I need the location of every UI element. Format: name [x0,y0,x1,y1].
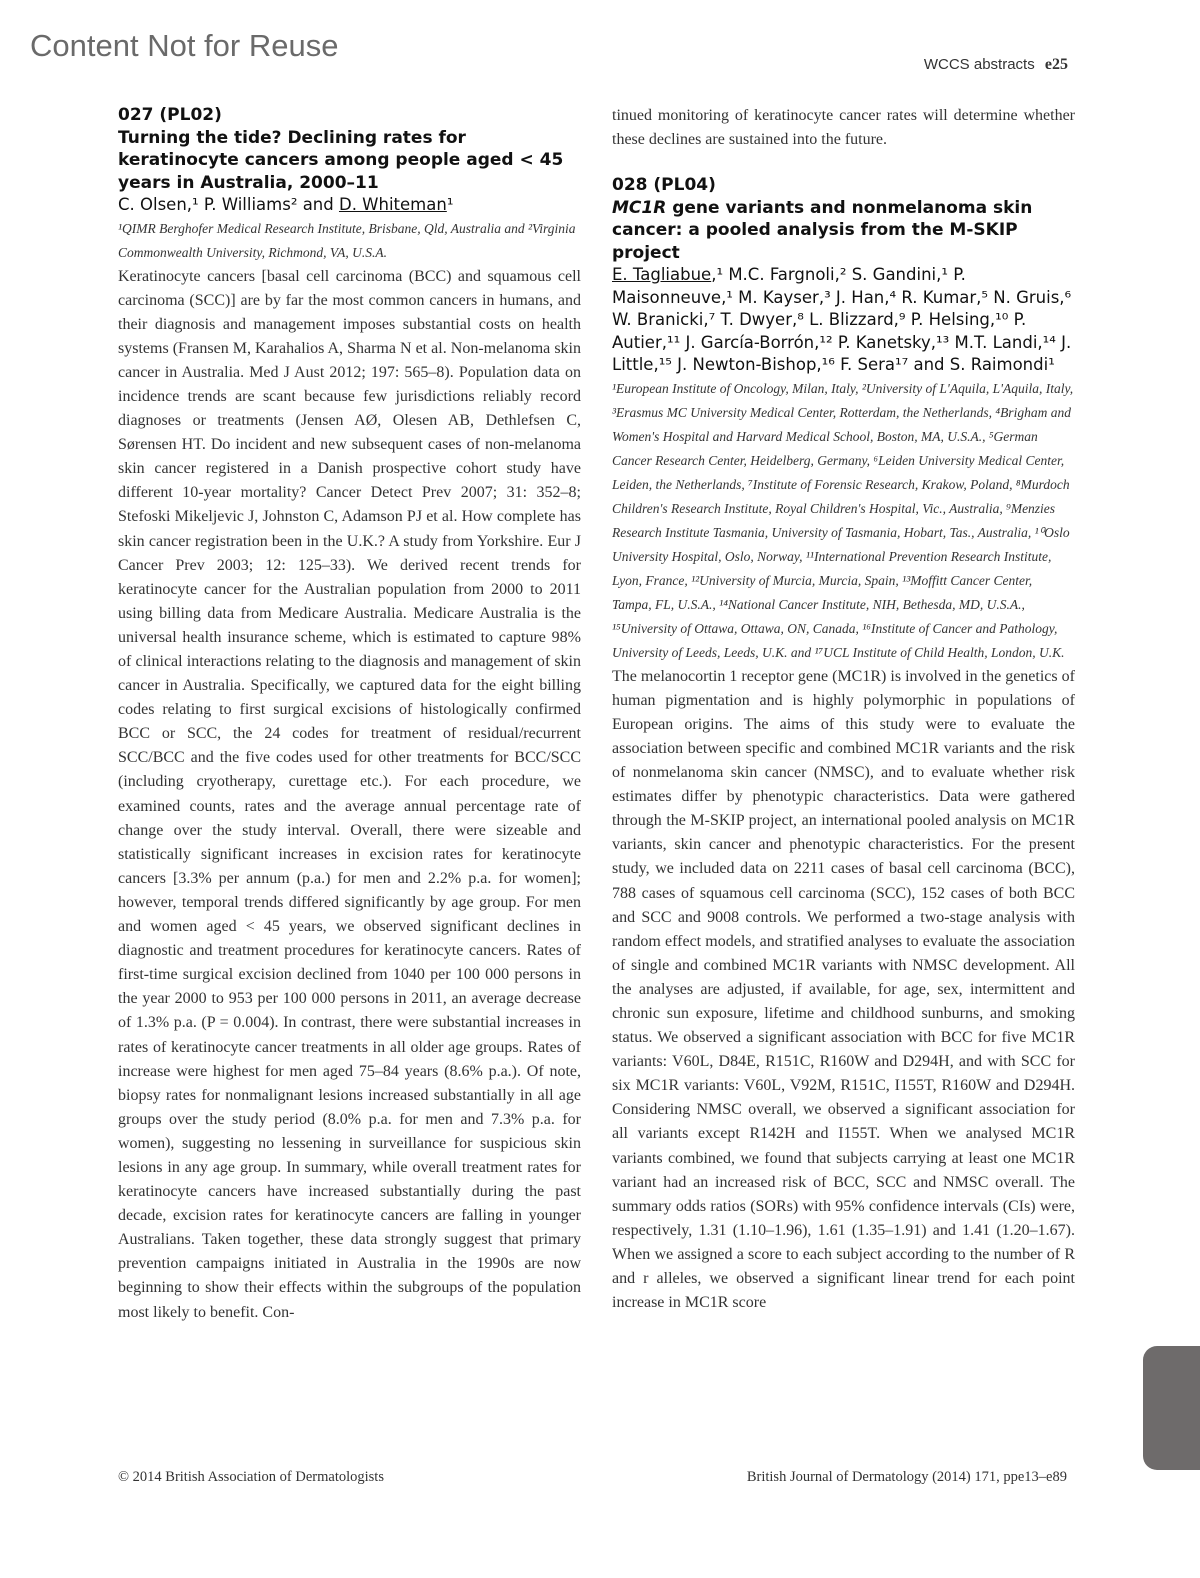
abstract-number: 027 (PL02) [118,105,222,125]
abstract-body-continued: tinued monitoring of keratinocyte cancer rates will determine whether these declines are sustained into the future. [612,107,1075,149]
abstract-title [612,197,1075,265]
author-names: ,¹ M.C. Fargnoli,² S. Gandini,¹ P. Maisonneuve,¹ M. Kayser,³ J. Han,⁴ R. Kumar,⁵ N. Gruis,⁶ W. Branicki,⁷ T. Dwyer,⁸ L. Blizzard,⁹ P. Helsing,¹⁰ P. Autier,¹¹ J. García-Borrón,¹² P. Kanetsky,¹³ M.T. Landi,¹⁴ J. Little,¹⁵ J. Newton-Bishop,¹⁶ F. Sera¹⁷ and S. Raimondi¹ [612,265,1072,375]
affiliations: ¹European Institute of Oncology, Milan, Italy, ²University of L'Aquila, L'Aquila, Italy, ³Erasmus MC University Medical Center, Rotterdam, the Netherlands, ⁴Brigham and Women's Hospital and Harvard Medical School, Boston, MA, U.S.A., ⁵German Cancer Research Center, Heidelberg, Germany, ⁶Leiden University Medical Center, Leiden, the Netherlands, ⁷Institute of Forensic Research, Krakow, Poland, ⁸Murdoch Children's Research Institute, Royal Children's Hospital, Vic., Australia, ⁹Menzies Research Institute Tasmania, University of Tasmania, Hobart, Tas., Australia, ¹⁰Oslo University Hospital, Oslo, Norway, ¹¹International Prevention Research Institute, Lyon, France, ¹²University of Murcia, Murcia, Spain, ¹³Moffitt Cancer Center, Tampa, FL, U.S.A., ¹⁴National Cancer Institute, NIH, Bethesda, MD, U.S.A., ¹⁵University of Ottawa, Ottawa, ON, Canada, ¹⁶Institute of Cancer and Pathology, University of Leeds, Leeds, U.K. and ¹⁷UCL Institute of Child Health, London, U.K. [612,380,1074,660]
author-list [612,264,1075,377]
presenting-author: D. Whiteman [338,195,447,214]
footer-copyright: © 2014 British Association of Dermatologists [118,1469,384,1485]
abstract-title: Turning the tide? Declining rates for keratinocyte cancers among people aged < 45 years in Australia, 2000–11 [118,127,564,193]
page-edge-tab [1143,1346,1200,1470]
abstract-separator [612,152,1075,174]
gene-name: MC1R [612,197,667,218]
left-column [118,104,581,1325]
running-head [924,56,1068,74]
author-list [118,194,581,217]
author-names: C. Olsen,¹ P. Williams² and [118,195,339,214]
abstract-number: 028 (PL04) [612,175,716,196]
page-number: e25 [1044,56,1068,73]
abstract-body: The melanocortin 1 receptor gene (MC1R) is involved in the genetics of human pigmentation and is highly polymorphic in populations of European origins. The aims of this study were to evaluate the association between specific and combined MC1R variants and the risk of nonmelanoma skin cancer (NMSC), and to evaluate whether risk estimates differ by phenotypic characteristics. Data were gathered through the M-SKIP project, an international pooled analysis on MC1R variants, skin cancer and phenotypic characteristics. For the present study, we included data on 2211 cases of basal cell carcinoma (BCC), 788 cases of squamous cell carcinoma (SCC), 152 cases of both BCC and SCC and 9008 controls. We performed a two-stage analysis with random effect models, and stratified analyses to evaluate the association of single and combined MC1R variants with NMSC development. All the analyses are adjusted, if available, for age, sex, intermittent and chronic sun exposure, lifetime and childhood sunburns, and smoking status. We observed a significant association with BCC for five MC1R variants: V60L, D84E, R151C, R160W and D294H, and with SCC for six MC1R variants: V60L, V92M, R151C, I155T, R160W and D294H. Considering NMSC overall, we observed a significant association for all variants except R142H and I155T. When we analysed MC1R variants combined, we found that subjects carrying at least one MC1R variant had an increased risk of BCC, SCC and NMSC overall. The summary odds ratios (SORs) with 95% confidence intervals (CIs) were, respectively, 1.31 (1.10–1.96), 1.61 (1.35–1.91) and 1.41 (1.20–1.67). When we assigned a score to each subject according to the number of R and r alleles, we observed a significant linear trend for each point increase in MC1R score [612,667,1075,1312]
section-name: WCCS abstracts [923,56,1035,73]
watermark: Content Not for Reuse [30,28,339,63]
footer-citation: British Journal of Dermatology (2014) 171, ppe13–e89 [746,1469,1067,1485]
affiliations: ¹QIMR Berghofer Medical Research Institute, Brisbane, Qld, Australia and ²Virginia Commonwealth University, Richmond, VA, U.S.A. [118,220,576,260]
presenting-author: E. Tagliabue [612,265,712,285]
right-column [612,104,1075,1315]
abstract-body: Keratinocyte cancers [basal cell carcinoma (BCC) and squamous cell carcinoma (SCC)] are by far the most common cancers in humans, and their diagnosis and management imposes substantial costs on health systems (Fransen M, Karahalios A, Sharma N et al. Non-melanoma skin cancer in Australia. Med J Aust 2012; 197: 565–8). Population data on incidence trends are scant because few jurisdictions reliably record diagnoses or treatments (Jensen AØ, Olesen AB, Dethlefsen C, Sørensen HT. Do incident and new subsequent cases of non-melanoma skin cancer registered in a Danish prospective cohort study have different 10-year mortality? Cancer Detect Prev 2007; 31: 352–8; Stefoski Mikeljevic J, Johnston C, Adamson PJ et al. How complete has skin cancer registration been in the U.K.? A study from Yorkshire. Eur J Cancer Prev 2003; 12: 125–33). We derived recent trends for keratinocyte cancer for the Australian population from 2000 to 2011 using billing data from Medicare Australia. Medicare Australia is the universal health insurance scheme, which is estimated to capture 98% of clinical interactions relating to the diagnosis and management of skin cancer in Australia. Specifically, we captured data for the eight billing codes relating to first surgical excisions of histologically confirmed BCC or SCC, the 24 codes for treatment of residual/recurrent SCC/BCC and the five codes used for other treatments for BCC/SCC (including cryotherapy, curettage etc.). For each procedure, we examined counts, rates and the average annual percentage rate of change over the study interval. Overall, there were sizeable and statistically significant increases in excision rates for keratinocyte cancers [3.3% per annum (p.a.) for men and 2.2% p.a. for women]; however, temporal trends differed significantly by age group. For men and women aged < 45 years, we observed significant declines in diagnostic and treatment procedures for keratinocyte cancers. Rates of first-time surgical excision declined from 1040 per 100 000 persons in the year 2000 to 953 per 100 000 persons in 2011, an average decrease of 1.3% p.a. (P = 0.004). In contrast, there were substantial increases in rates of keratinocyte cancer treatments in all older age groups. Rates of increase were highest for men aged 75–84 years (8.6% p.a.). Of note, biopsy rates for nonmalignant lesions increased substantially in all age groups over the study period (8.0% p.a. for men and 7.3% p.a. for women), suggesting no lessening in surveillance for suspicious skin lesions in any age group. In summary, while overall treatment rates for keratinocyte cancers have increased substantially during the past decade, excision rates for keratinocyte cancers are falling in younger Australians. Taken together, these data strongly suggest that primary prevention campaigns initiated in Australia in the 1990s are now beginning to show their effects within the subgroups of the population most likely to benefit. Con- [118,267,581,1321]
title-text: gene variants and nonmelanoma skin cancer: a pooled analysis from the M-SKIP project [612,197,1033,263]
presenting-author-superscript: ¹ [446,195,454,214]
